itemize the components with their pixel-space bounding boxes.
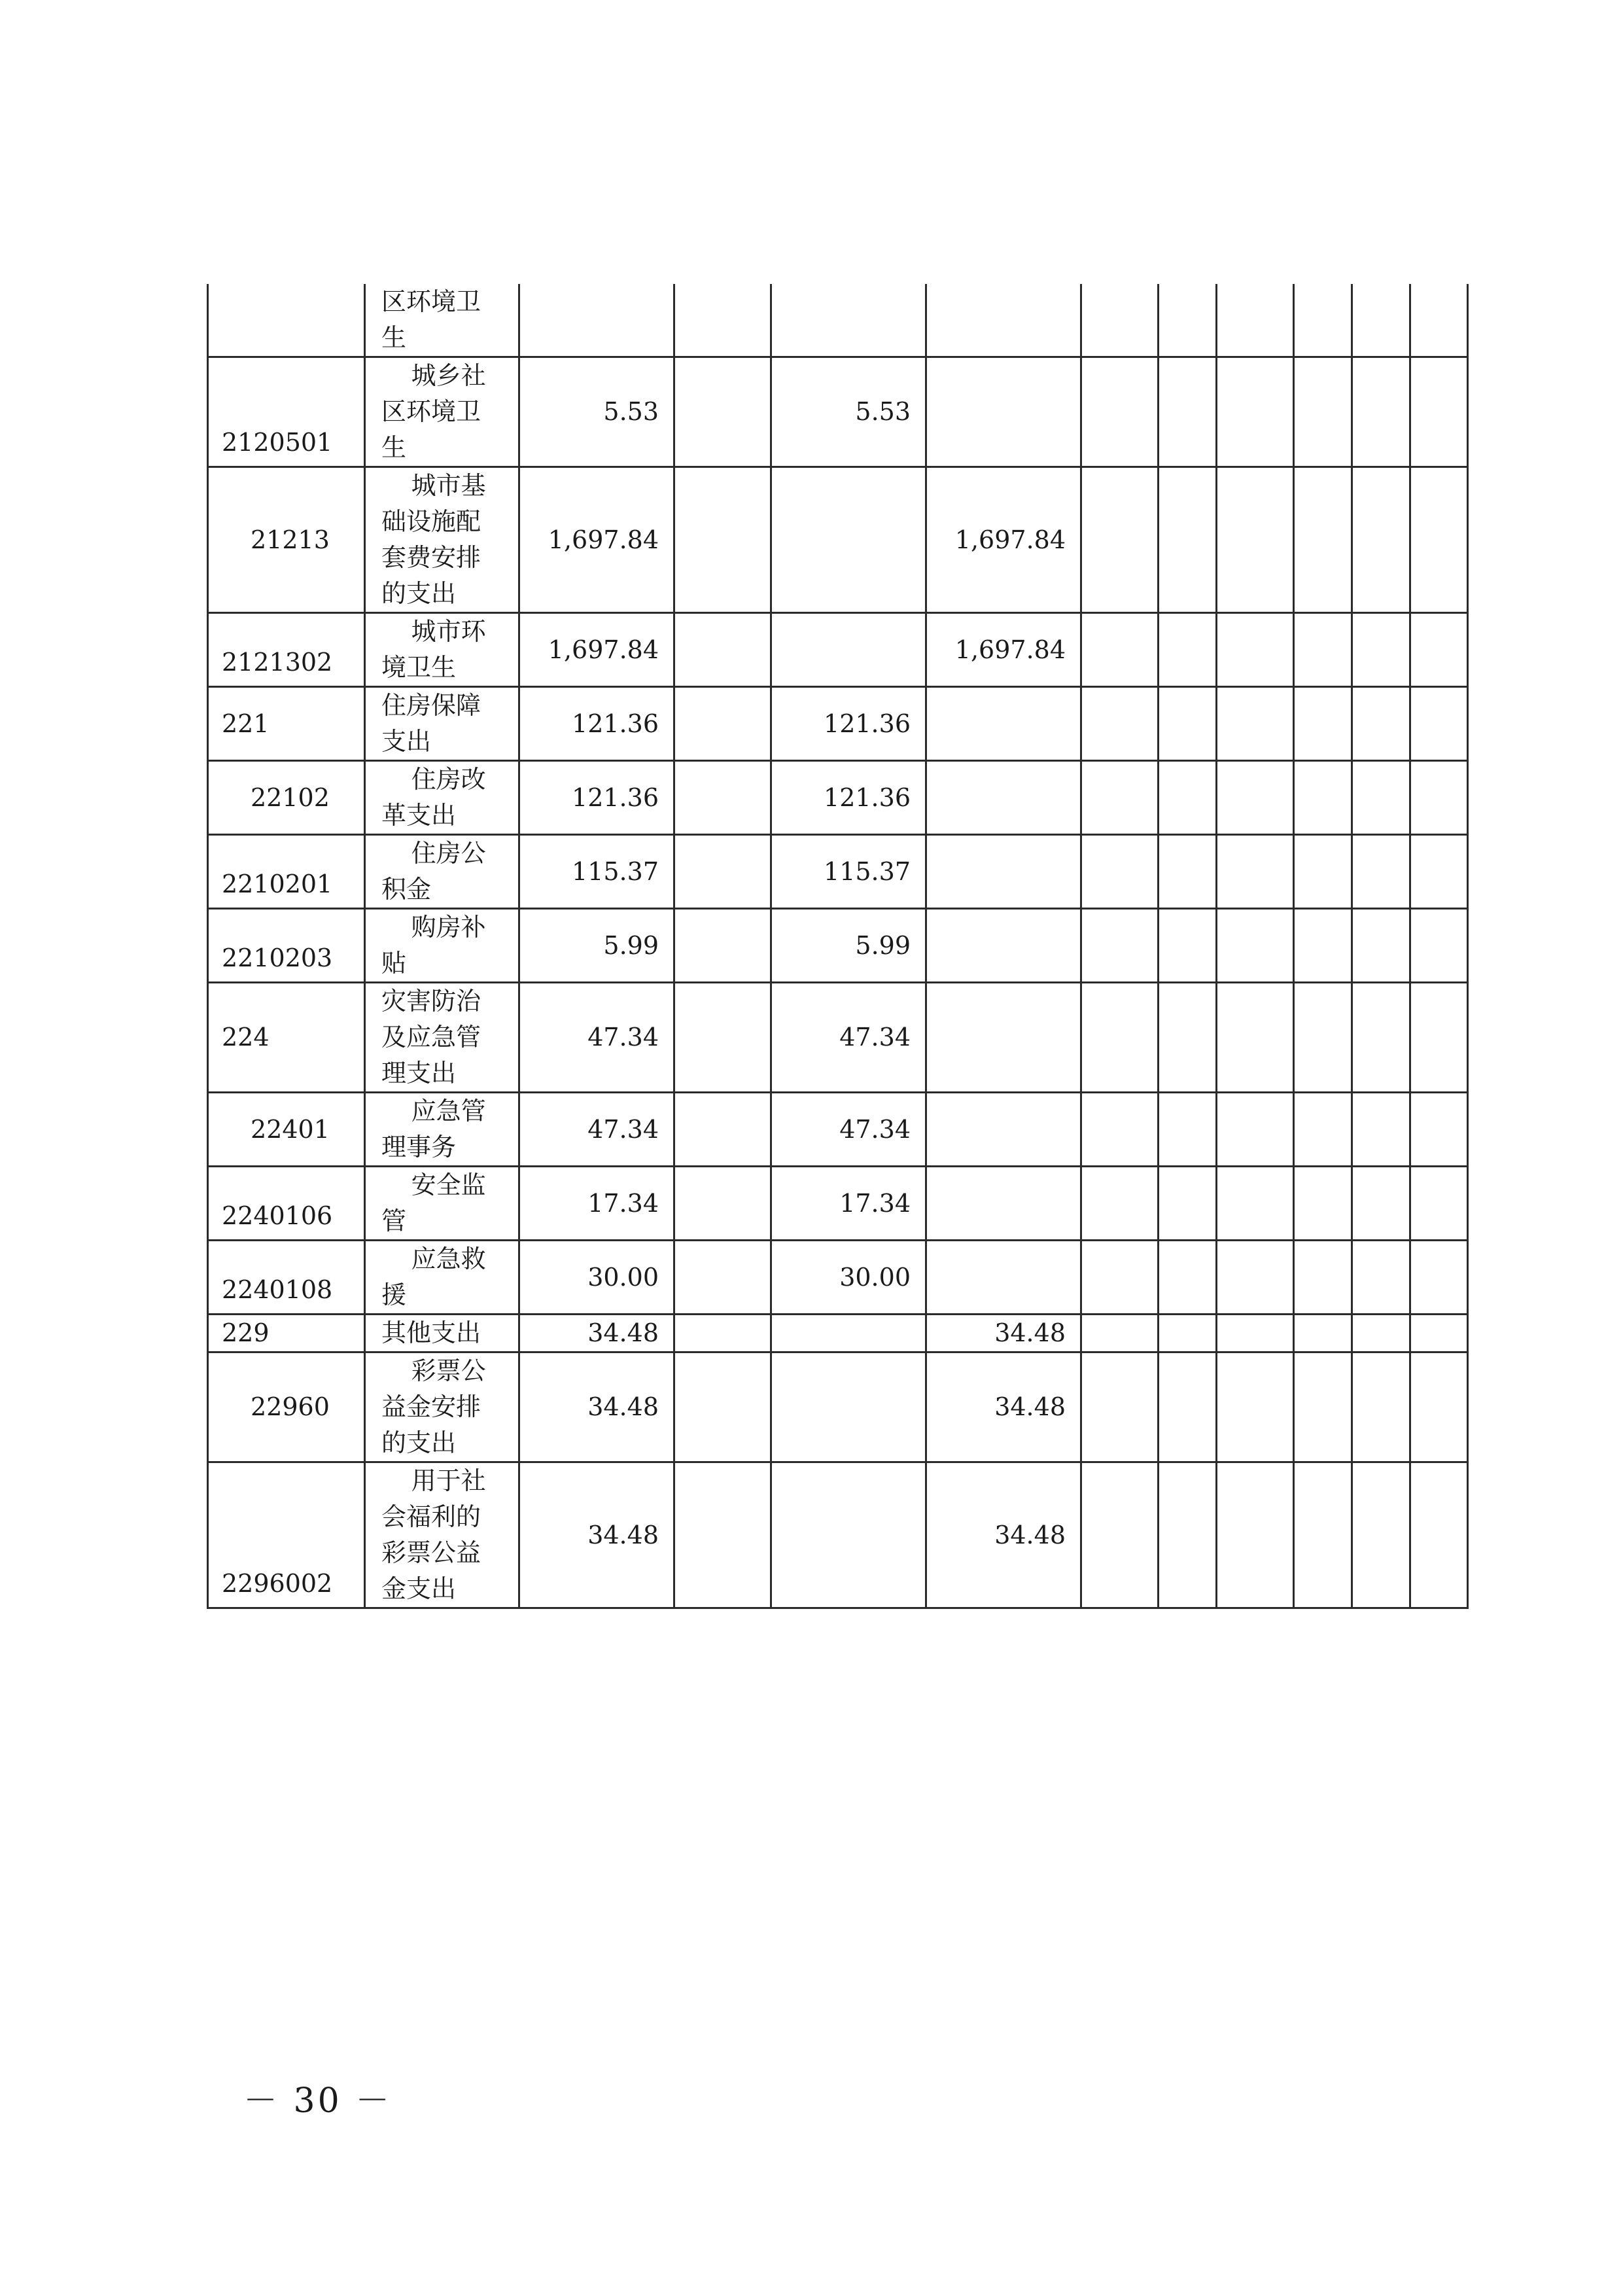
subject-name-cell: 灾害防治及应急管理支出 — [365, 983, 519, 1093]
table-row — [208, 909, 1468, 983]
empty-cell — [1081, 284, 1159, 357]
empty-cell — [1217, 613, 1294, 687]
subject-code-cell: 22960 — [208, 1352, 365, 1462]
table-row — [208, 1093, 1468, 1167]
empty-cell — [1081, 1093, 1159, 1167]
empty-cell — [1159, 1093, 1217, 1167]
amount-cell — [674, 1093, 771, 1167]
empty-cell — [1081, 983, 1159, 1093]
amount-cell — [771, 613, 926, 687]
empty-cell — [1159, 687, 1217, 761]
empty-cell — [1081, 835, 1159, 909]
empty-cell — [1410, 835, 1468, 909]
table-row — [208, 983, 1468, 1093]
empty-cell — [1081, 761, 1159, 835]
empty-cell — [1410, 1352, 1468, 1462]
empty-cell — [1294, 1093, 1352, 1167]
subject-code-cell: 224 — [208, 983, 365, 1093]
amount-cell — [926, 909, 1081, 983]
total-cell: 34.48 — [519, 1462, 674, 1608]
empty-cell — [1410, 909, 1468, 983]
subject-name-cell: 住房保障支出 — [365, 687, 519, 761]
empty-cell — [1217, 909, 1294, 983]
total-cell: 1,697.84 — [519, 613, 674, 687]
total-cell: 5.99 — [519, 909, 674, 983]
empty-cell — [1410, 613, 1468, 687]
empty-cell — [1081, 1167, 1159, 1241]
empty-cell — [1217, 467, 1294, 613]
table-row — [208, 687, 1468, 761]
empty-cell — [1217, 357, 1294, 467]
subject-name-cell: 城乡社区环境卫生 — [365, 357, 519, 467]
table-row — [208, 1241, 1468, 1315]
empty-cell — [1352, 1241, 1410, 1315]
subject-code-cell: 21213 — [208, 467, 365, 613]
empty-cell — [1081, 1315, 1159, 1352]
amount-cell: 30.00 — [771, 1241, 926, 1315]
amount-cell — [926, 687, 1081, 761]
empty-cell — [1159, 357, 1217, 467]
amount-cell: 115.37 — [771, 835, 926, 909]
subject-code-cell: 2120501 — [208, 357, 365, 467]
amount-cell — [674, 284, 771, 357]
subject-code-cell — [208, 284, 365, 357]
total-cell: 47.34 — [519, 1093, 674, 1167]
empty-cell — [1410, 1093, 1468, 1167]
subject-name-cell: 购房补贴 — [365, 909, 519, 983]
subject-name-cell: 城市基础设施配套费安排的支出 — [365, 467, 519, 613]
subject-code-cell: 229 — [208, 1315, 365, 1352]
subject-code-cell: 221 — [208, 687, 365, 761]
amount-cell — [926, 1241, 1081, 1315]
subject-name-cell: 住房改革支出 — [365, 761, 519, 835]
amount-cell — [674, 1315, 771, 1352]
empty-cell — [1217, 1167, 1294, 1241]
empty-cell — [1410, 1167, 1468, 1241]
amount-cell — [674, 467, 771, 613]
amount-cell — [926, 761, 1081, 835]
subject-name-cell: 其他支出 — [365, 1315, 519, 1352]
amount-cell — [926, 284, 1081, 357]
empty-cell — [1352, 613, 1410, 687]
total-cell — [519, 284, 674, 357]
empty-cell — [1410, 1241, 1468, 1315]
total-cell: 47.34 — [519, 983, 674, 1093]
empty-cell — [1352, 909, 1410, 983]
empty-cell — [1352, 1315, 1410, 1352]
empty-cell — [1410, 983, 1468, 1093]
empty-cell — [1294, 1315, 1352, 1352]
subject-name-cell: 应急管理事务 — [365, 1093, 519, 1167]
empty-cell — [1352, 357, 1410, 467]
empty-cell — [1352, 687, 1410, 761]
amount-cell — [674, 613, 771, 687]
amount-cell — [926, 1167, 1081, 1241]
empty-cell — [1352, 1462, 1410, 1608]
empty-cell — [1217, 761, 1294, 835]
empty-cell — [1159, 1352, 1217, 1462]
empty-cell — [1410, 687, 1468, 761]
empty-cell — [1352, 1167, 1410, 1241]
empty-cell — [1159, 467, 1217, 613]
amount-cell: 121.36 — [771, 761, 926, 835]
empty-cell — [1217, 1315, 1294, 1352]
table-row — [208, 284, 1468, 357]
empty-cell — [1352, 1093, 1410, 1167]
empty-cell — [1352, 1352, 1410, 1462]
subject-code-cell: 22102 — [208, 761, 365, 835]
empty-cell — [1159, 983, 1217, 1093]
empty-cell — [1159, 909, 1217, 983]
empty-cell — [1294, 467, 1352, 613]
empty-cell — [1081, 1241, 1159, 1315]
amount-cell — [771, 1462, 926, 1608]
subject-code-cell: 2121302 — [208, 613, 365, 687]
empty-cell — [1081, 357, 1159, 467]
empty-cell — [1294, 835, 1352, 909]
total-cell: 17.34 — [519, 1167, 674, 1241]
empty-cell — [1352, 284, 1410, 357]
empty-cell — [1352, 467, 1410, 613]
amount-cell — [771, 467, 926, 613]
amount-cell — [926, 357, 1081, 467]
table-row — [208, 1352, 1468, 1462]
total-cell: 121.36 — [519, 687, 674, 761]
total-cell: 5.53 — [519, 357, 674, 467]
empty-cell — [1159, 1167, 1217, 1241]
subject-code-cell: 2240108 — [208, 1241, 365, 1315]
empty-cell — [1294, 613, 1352, 687]
amount-cell — [926, 983, 1081, 1093]
amount-cell — [674, 835, 771, 909]
subject-name-cell: 彩票公益金安排的支出 — [365, 1352, 519, 1462]
amount-cell — [674, 1462, 771, 1608]
amount-cell: 47.34 — [771, 983, 926, 1093]
empty-cell — [1294, 284, 1352, 357]
empty-cell — [1159, 613, 1217, 687]
subject-name-cell: 城市环境卫生 — [365, 613, 519, 687]
empty-cell — [1159, 1315, 1217, 1352]
empty-cell — [1410, 357, 1468, 467]
empty-cell — [1294, 983, 1352, 1093]
total-cell: 30.00 — [519, 1241, 674, 1315]
table-row — [208, 761, 1468, 835]
amount-cell — [674, 357, 771, 467]
amount-cell: 17.34 — [771, 1167, 926, 1241]
amount-cell: 34.48 — [926, 1315, 1081, 1352]
subject-code-cell: 2240106 — [208, 1167, 365, 1241]
amount-cell — [771, 1352, 926, 1462]
table-row — [208, 613, 1468, 687]
subject-code-cell: 2296002 — [208, 1462, 365, 1608]
amount-cell — [674, 983, 771, 1093]
amount-cell — [771, 1315, 926, 1352]
subject-name-cell: 住房公积金 — [365, 835, 519, 909]
empty-cell — [1294, 1241, 1352, 1315]
empty-cell — [1217, 835, 1294, 909]
empty-cell — [1159, 835, 1217, 909]
empty-cell — [1081, 467, 1159, 613]
table-body — [208, 284, 1468, 1608]
empty-cell — [1217, 687, 1294, 761]
amount-cell: 34.48 — [926, 1352, 1081, 1462]
table-row — [208, 357, 1468, 467]
budget-table — [207, 284, 1469, 1609]
empty-cell — [1294, 1462, 1352, 1608]
empty-cell — [1294, 909, 1352, 983]
empty-cell — [1294, 761, 1352, 835]
amount-cell — [674, 761, 771, 835]
subject-code-cell: 2210203 — [208, 909, 365, 983]
amount-cell — [674, 687, 771, 761]
table-row — [208, 1462, 1468, 1608]
amount-cell — [771, 284, 926, 357]
total-cell: 115.37 — [519, 835, 674, 909]
table-row — [208, 1315, 1468, 1352]
empty-cell — [1352, 761, 1410, 835]
amount-cell — [926, 1093, 1081, 1167]
amount-cell: 34.48 — [926, 1462, 1081, 1608]
amount-cell — [674, 1241, 771, 1315]
amount-cell: 5.99 — [771, 909, 926, 983]
empty-cell — [1217, 1093, 1294, 1167]
empty-cell — [1294, 357, 1352, 467]
amount-cell: 121.36 — [771, 687, 926, 761]
total-cell: 34.48 — [519, 1315, 674, 1352]
empty-cell — [1159, 761, 1217, 835]
empty-cell — [1410, 761, 1468, 835]
empty-cell — [1410, 284, 1468, 357]
empty-cell — [1294, 1167, 1352, 1241]
empty-cell — [1217, 983, 1294, 1093]
amount-cell — [674, 1352, 771, 1462]
empty-cell — [1081, 613, 1159, 687]
amount-cell — [674, 909, 771, 983]
total-cell: 1,697.84 — [519, 467, 674, 613]
empty-cell — [1410, 1462, 1468, 1608]
empty-cell — [1081, 1352, 1159, 1462]
amount-cell — [674, 1167, 771, 1241]
amount-cell: 47.34 — [771, 1093, 926, 1167]
empty-cell — [1217, 1462, 1294, 1608]
subject-name-cell: 应急救援 — [365, 1241, 519, 1315]
empty-cell — [1294, 687, 1352, 761]
empty-cell — [1159, 1241, 1217, 1315]
empty-cell — [1294, 1352, 1352, 1462]
amount-cell: 1,697.84 — [926, 613, 1081, 687]
amount-cell: 1,697.84 — [926, 467, 1081, 613]
table-row — [208, 1167, 1468, 1241]
page-number: － 30 － — [243, 2081, 393, 2121]
total-cell: 121.36 — [519, 761, 674, 835]
empty-cell — [1081, 687, 1159, 761]
empty-cell — [1081, 909, 1159, 983]
subject-code-cell: 2210201 — [208, 835, 365, 909]
subject-name-cell: 区环境卫生 — [365, 284, 519, 357]
total-cell: 34.48 — [519, 1352, 674, 1462]
empty-cell — [1410, 467, 1468, 613]
subject-name-cell: 用于社会福利的彩票公益金支出 — [365, 1462, 519, 1608]
empty-cell — [1159, 284, 1217, 357]
table-row — [208, 467, 1468, 613]
empty-cell — [1217, 1241, 1294, 1315]
subject-name-cell: 安全监管 — [365, 1167, 519, 1241]
empty-cell — [1217, 284, 1294, 357]
empty-cell — [1352, 835, 1410, 909]
subject-code-cell: 22401 — [208, 1093, 365, 1167]
empty-cell — [1410, 1315, 1468, 1352]
empty-cell — [1159, 1462, 1217, 1608]
amount-cell — [926, 835, 1081, 909]
empty-cell — [1081, 1462, 1159, 1608]
table-row — [208, 835, 1468, 909]
empty-cell — [1217, 1352, 1294, 1462]
amount-cell: 5.53 — [771, 357, 926, 467]
empty-cell — [1352, 983, 1410, 1093]
